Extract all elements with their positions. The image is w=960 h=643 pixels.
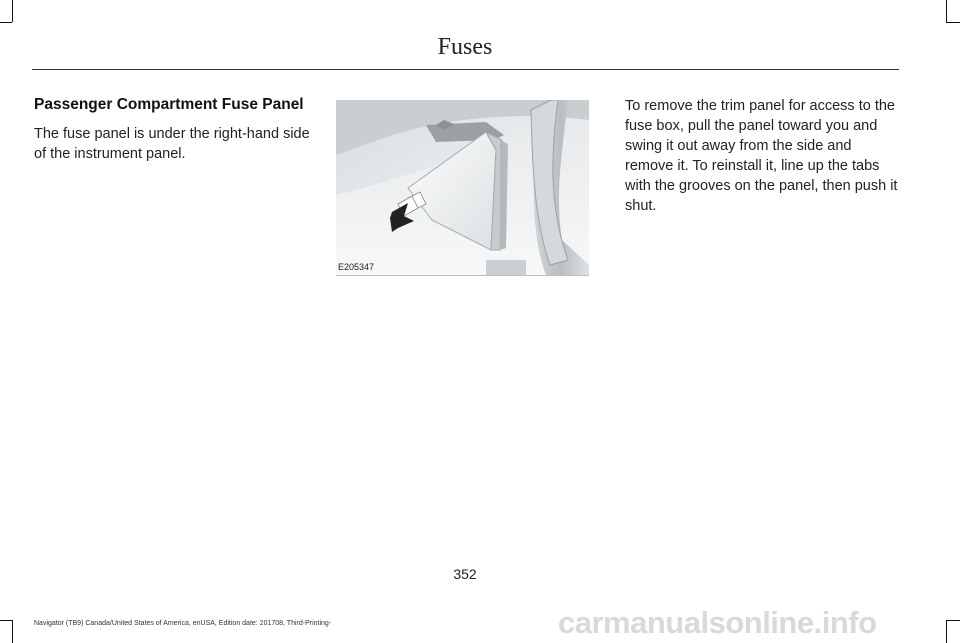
- crop-mark-bottom-right-h: [946, 620, 960, 621]
- crop-mark-top-right-h: [946, 22, 960, 23]
- page-header-title: Fuses: [437, 34, 493, 60]
- watermark: carmanualsonline.info: [558, 605, 877, 640]
- header-divider: [32, 69, 899, 70]
- crop-mark-top-left-v: [12, 0, 13, 22]
- page-number: 352: [453, 566, 477, 582]
- figure-code: E205347: [338, 262, 375, 272]
- crop-mark-bottom-left-v: [12, 620, 13, 643]
- section-heading: Passenger Compartment Fuse Panel: [34, 96, 304, 113]
- right-paragraph: To remove the trim panel for access to the fuse box, pull the panel toward you and swing it out away from the side and remove it. To reinstall it, line up the tabs with the grooves on the panel, then push it shut.: [625, 98, 898, 214]
- footer-edition-note: Navigator (TB9) Canada/United States of America, enUSA, Edition date: 201708, Third-Printing-: [34, 620, 332, 627]
- fuse-panel-illustration: [336, 100, 589, 276]
- crop-mark-bottom-left-h: [0, 620, 12, 621]
- crop-mark-top-left-h: [0, 22, 12, 23]
- crop-mark-top-right-v: [946, 0, 947, 22]
- left-paragraph: The fuse panel is under the right-hand side of the instrument panel.: [34, 126, 310, 162]
- crop-mark-bottom-right-v: [946, 620, 947, 643]
